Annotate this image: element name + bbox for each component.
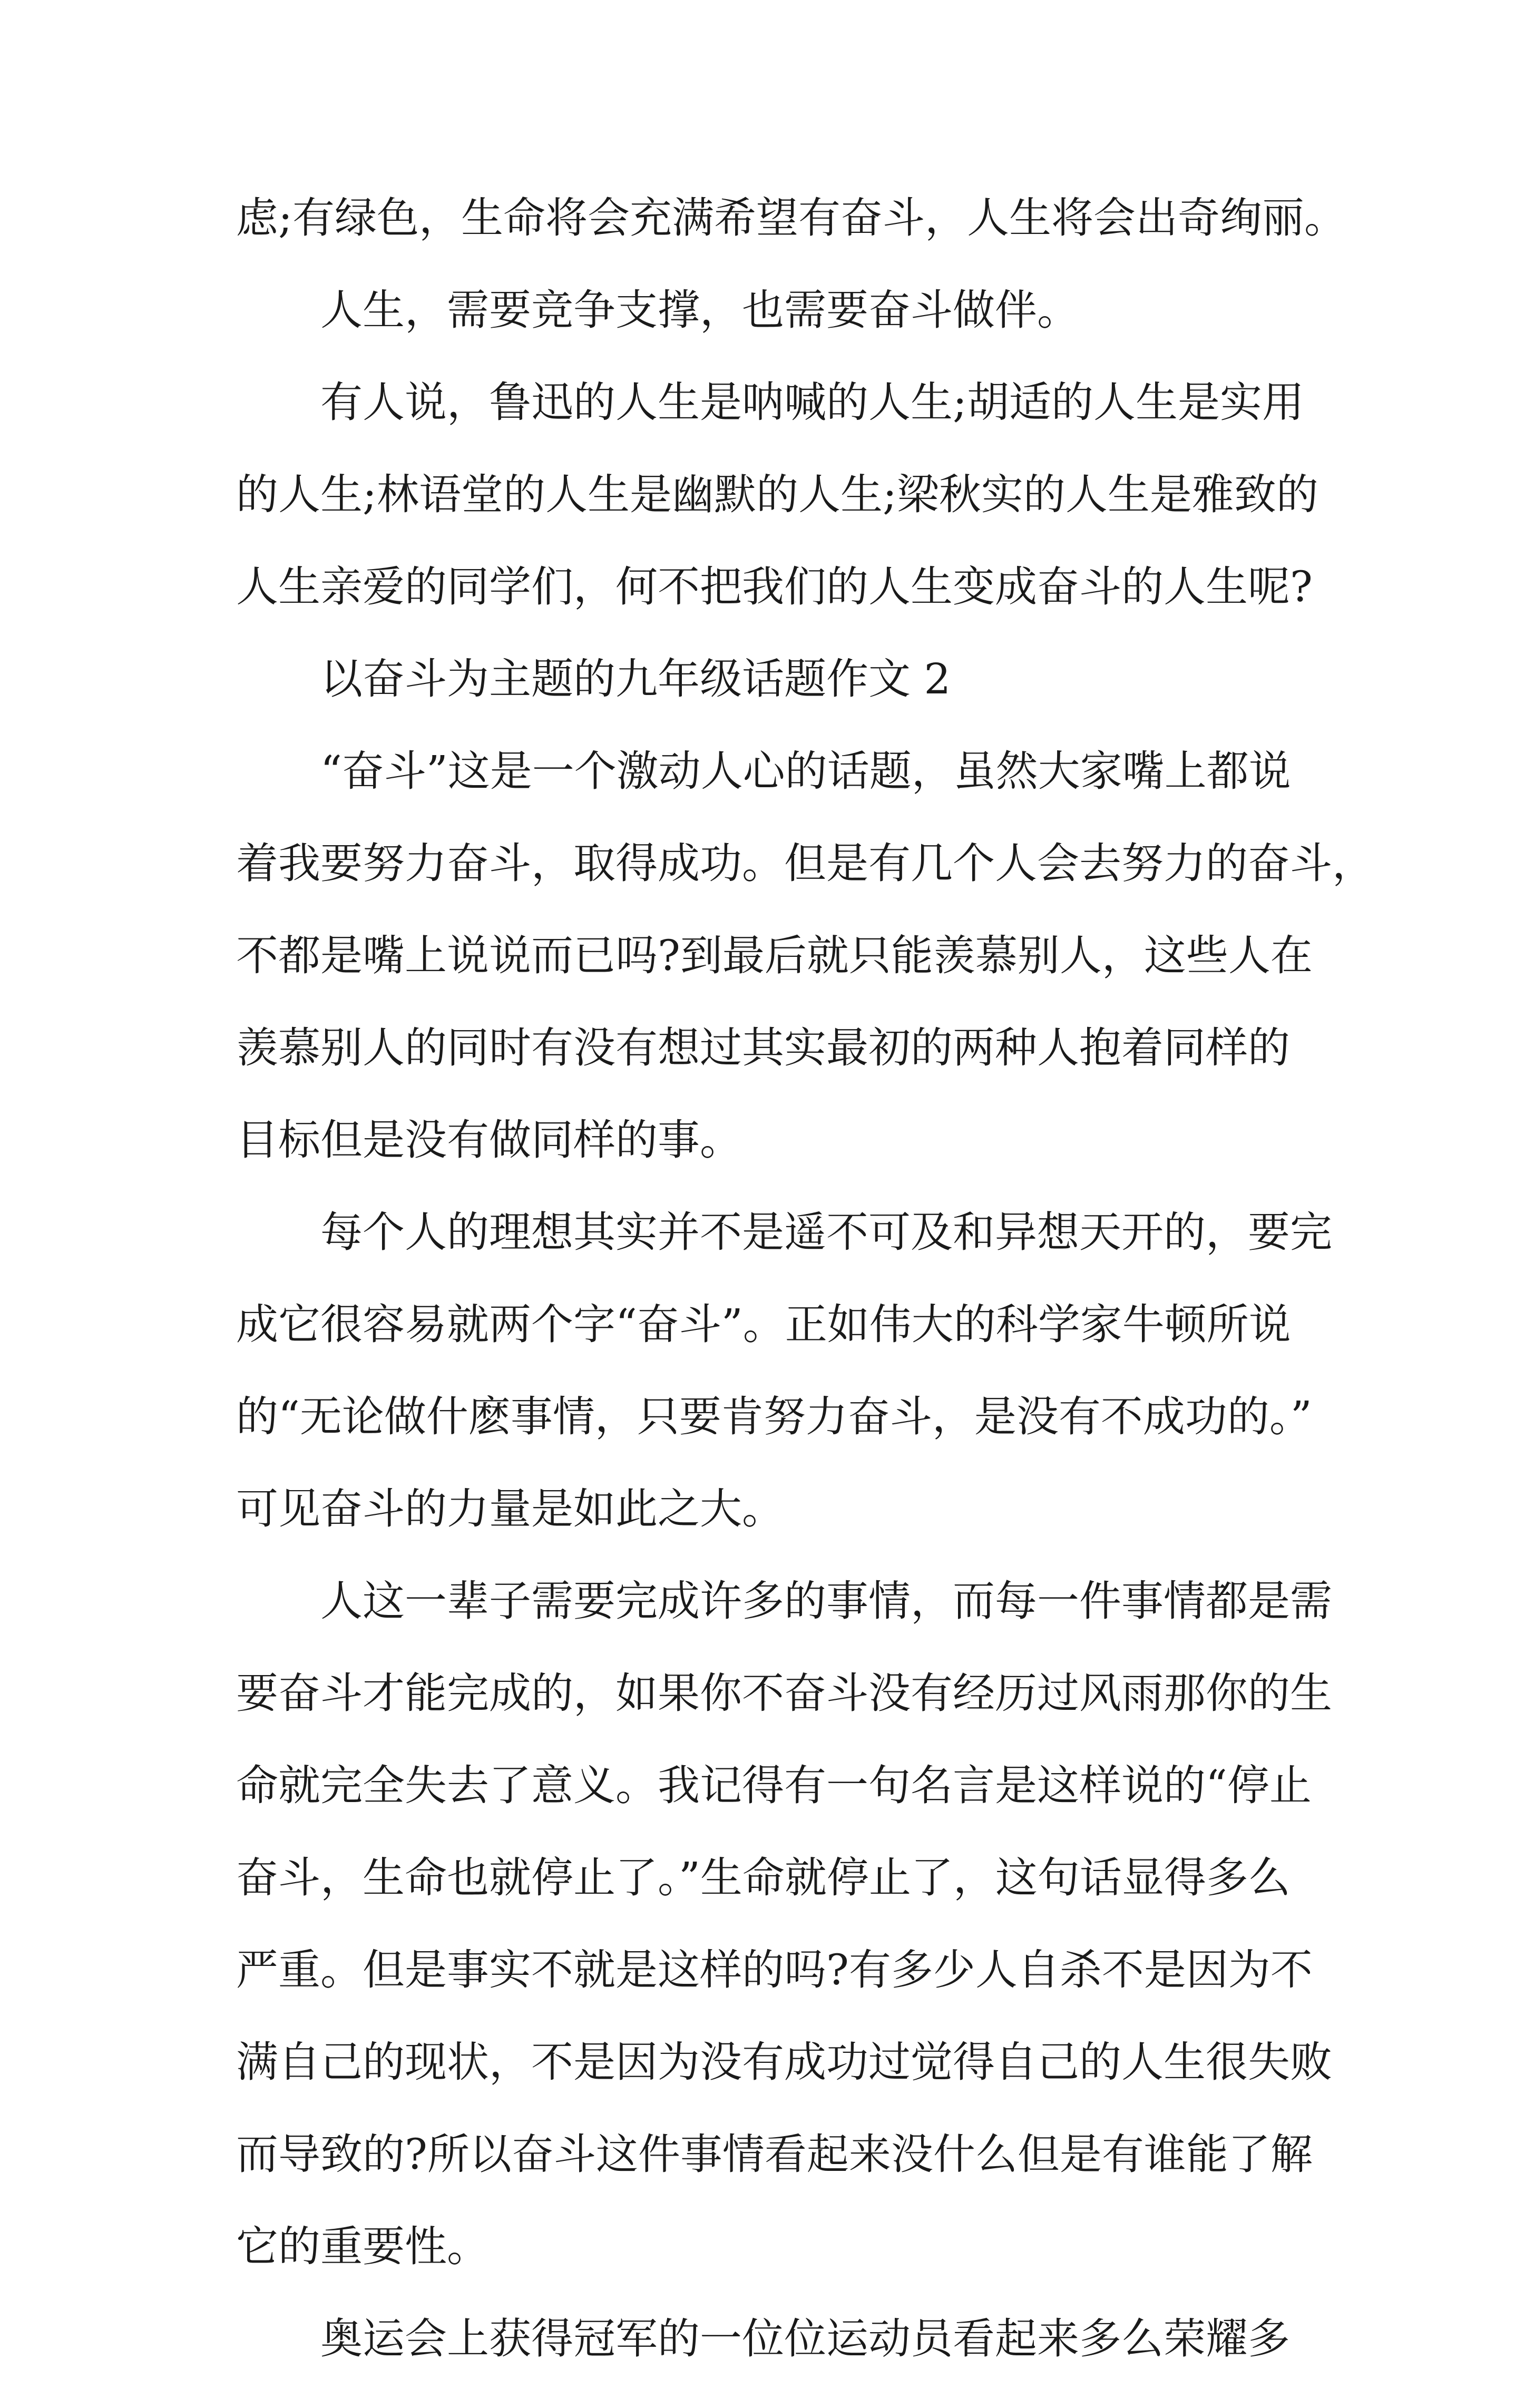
text-line: 它的重要性。 [236,2222,489,2271]
text-line: 虑;有绿色，生命将会充满希望有奋斗，人生将会出奇绚丽。 [236,193,1346,242]
text-line: 奥运会上获得冠军的一位位运动员看起来多么荣耀多 [320,2314,1290,2363]
text-line: 着我要努力奋斗，取得成功。但是有几个人会去努力的奋斗， [236,839,1374,888]
text-line: 命就完全失去了意义。我记得有一句名言是这样说的“停止 [236,1761,1312,1810]
section-heading: 以奋斗为主题的九年级话题作文 2 [320,654,951,703]
text-line: 每个人的理想其实并不是遥不可及和异想天开的，要完 [320,1208,1332,1257]
text-line: 而导致的?所以奋斗这件事情看起来没什么但是有谁能了解 [236,2130,1313,2179]
text-line: 可见奋斗的力量是如此之大。 [236,1484,784,1533]
text-line: 目标但是没有做同样的事。 [236,1115,742,1164]
text-line: 奋斗，生命也就停止了。”生命就停止了，这句话显得多么 [236,1853,1291,1902]
text-line: 要奋斗才能完成的，如果你不奋斗没有经历过风雨那你的生 [236,1669,1332,1718]
text-line: 人生，需要竞争支撑，也需要奋斗做伴。 [320,286,1079,335]
text-line: 的“无论做什麽事情，只要肯努力奋斗，是没有不成功的。” [236,1392,1312,1441]
text-line: 满自己的现状，不是因为没有成功过觉得自己的人生很失败 [236,2038,1332,2087]
text-line: 人这一辈子需要完成许多的事情，而每一件事情都是需 [320,1577,1332,1626]
text-line: 成它很容易就两个字“奋斗”。正如伟大的科学家牛顿所说 [236,1300,1291,1349]
document-body [236,193,1374,2408]
text-line: “奋斗”这是一个激动人心的话题，虽然大家嘴上都说 [320,747,1291,796]
text-line: 严重。但是事实不就是这样的吗?有多少人自杀不是因为不 [236,1945,1313,1994]
text-line: 有人说，鲁迅的人生是呐喊的人生;胡适的人生是实用 [320,378,1304,427]
text-line: 人生亲爱的同学们，何不把我们的人生变成奋斗的人生呢? [236,562,1313,611]
text-line: 羡慕别人的同时有没有想过其实最初的两种人抱着同样的 [236,1023,1290,1072]
text-line: 不都是嘴上说说而已吗?到最后就只能羡慕别人，这些人在 [236,931,1313,980]
text-line: 的人生;林语堂的人生是幽默的人生;梁秋实的人生是雅致的 [236,470,1318,519]
